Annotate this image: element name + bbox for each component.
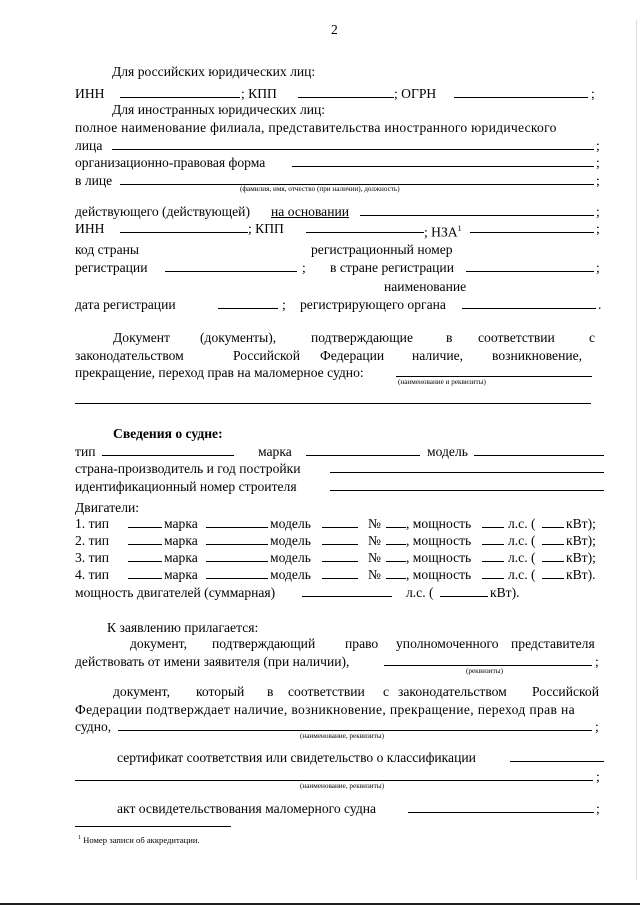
semi: ; <box>596 138 600 153</box>
engine-power-label: , мощность <box>406 550 472 565</box>
engines-heading: Двигатели: <box>75 500 140 515</box>
engine-brand-line[interactable] <box>206 578 268 579</box>
total-hp-label: л.с. ( <box>406 585 434 600</box>
total-power-line[interactable] <box>302 596 392 597</box>
total-power-label: мощность двигателей (суммарная) <box>75 585 276 600</box>
engine-num: 3. тип <box>75 550 110 565</box>
engine-model-line[interactable] <box>322 561 358 562</box>
item1-caption: (реквизиты) <box>466 667 503 675</box>
engine-brand-line[interactable] <box>206 527 268 528</box>
semi: ; <box>596 204 600 219</box>
semi: ; <box>596 769 600 784</box>
item2-line3: судно, <box>75 719 112 734</box>
item2-word-6: законодательством <box>398 684 507 699</box>
docs-caption: (наименование и реквизиты) <box>398 378 486 386</box>
item1-line[interactable] <box>384 665 592 666</box>
engine-kw-label: кВт); <box>566 550 596 565</box>
reg-org-label-2: регистрирующего органа <box>300 297 446 312</box>
item1-word-5: представителя <box>511 636 595 651</box>
person-caption: (фамилия, имя, отчество (при наличии), должность) <box>240 185 400 193</box>
item4-line[interactable] <box>408 812 594 813</box>
foreign-heading: Для иностранных юридических лиц: <box>112 102 326 117</box>
engine-brand-label: марка <box>164 567 198 582</box>
on-basis-label: на основании <box>271 204 350 219</box>
engine-kw-label: кВт); <box>566 533 596 548</box>
engine-power-line[interactable] <box>482 578 504 579</box>
semi: ; <box>595 719 599 734</box>
engine-kw-label: кВт); <box>566 516 596 531</box>
reg-date-line[interactable] <box>218 308 278 309</box>
engine-no-line[interactable] <box>386 561 406 562</box>
acting-label: действующего (действующей) <box>75 204 250 219</box>
ru-kpp-label: ; КПП <box>241 86 277 101</box>
engine-model-label: модель <box>270 533 311 548</box>
item2-caption: (наименование, реквизиты) <box>300 732 384 740</box>
docs-word-2: (документы), <box>200 330 277 345</box>
semi: ; <box>596 801 600 816</box>
nza-line[interactable] <box>470 232 594 233</box>
engine-model-line[interactable] <box>322 544 358 545</box>
engine-no-line[interactable] <box>386 578 406 579</box>
engine-type-line[interactable] <box>128 544 162 545</box>
semi: ; <box>595 654 599 669</box>
semi: ; <box>596 173 600 188</box>
docs-word-6: с <box>589 330 596 345</box>
foreign-kpp-line[interactable] <box>306 232 424 233</box>
total-kw-line[interactable] <box>440 596 488 597</box>
reg-org-label-1: наименование <box>384 279 467 294</box>
vessel-type-label: тип <box>75 444 96 459</box>
engine-type-line[interactable] <box>128 561 162 562</box>
ru-inn-label: ИНН <box>75 86 105 101</box>
foreign-inn-line[interactable] <box>120 232 248 233</box>
ru-end: ; <box>591 86 595 101</box>
docs-word-4: в <box>446 330 453 345</box>
item2-line[interactable] <box>118 730 592 731</box>
engine-power-line[interactable] <box>482 544 504 545</box>
docs-line3: прекращение, переход прав на маломерное судно: <box>75 365 364 380</box>
engine-num: 2. тип <box>75 533 110 548</box>
full-name-line[interactable] <box>112 149 594 150</box>
engine-type-line[interactable] <box>128 527 162 528</box>
engine-power-line[interactable] <box>482 527 504 528</box>
engine-power-label: , мощность <box>406 516 472 531</box>
total-kw-label: кВт). <box>490 585 520 600</box>
engine-kw-line[interactable] <box>542 544 564 545</box>
engine-hp-label: л.с. ( <box>508 533 536 548</box>
country-code-label-1: код страны <box>75 242 140 257</box>
item2-word-3: в <box>267 684 274 699</box>
ru-ogrn-label: ; ОГРН <box>394 86 437 101</box>
semi: ; <box>596 260 600 275</box>
footnote <box>78 833 200 846</box>
legal-form-label: организационно-правовая форма <box>75 155 266 170</box>
ru-kpp-line[interactable] <box>298 97 394 98</box>
nza-text: ; НЗА <box>424 224 458 240</box>
item2-word-2: который <box>196 684 245 699</box>
semi: ; <box>596 155 600 170</box>
vessel-model-line[interactable] <box>474 455 604 456</box>
in-person-label: в лице <box>75 173 113 188</box>
engine-brand-line[interactable] <box>206 561 268 562</box>
docs-line2-word-1: законодательством <box>75 348 184 363</box>
item2-word-7: Российской <box>532 684 599 699</box>
foreign-inn-label: ИНН <box>75 221 105 236</box>
semi: ; <box>596 221 600 236</box>
item2-word-1: документ, <box>113 684 170 699</box>
engine-model-line[interactable] <box>322 578 358 579</box>
item2-word-5: с <box>383 684 390 699</box>
item2-line2: Федерации подтверждает наличие, возникновение, прекращение, переход прав на <box>75 702 576 717</box>
foreign-kpp-label: ; КПП <box>248 221 284 236</box>
attachments-heading: К заявлению прилагается: <box>107 620 259 635</box>
reg-org-line[interactable] <box>462 308 596 309</box>
vessel-type-line[interactable] <box>102 455 234 456</box>
foreign-full-name-line1: полное наименование филиала, представительства иностранного юридического <box>75 120 557 135</box>
item1-word-2: подтверждающий <box>212 636 316 651</box>
scan-edge <box>636 20 637 880</box>
vessel-brand-label: марка <box>258 444 292 459</box>
ru-ogrn-line[interactable] <box>454 97 588 98</box>
engine-kw-line[interactable] <box>542 527 564 528</box>
engine-no-label: № <box>368 567 381 582</box>
item1-word-1: документ, <box>130 636 187 651</box>
item3-caption: (наименование, реквизиты) <box>300 782 384 790</box>
reg-number-label-1: регистрационный номер <box>311 242 453 257</box>
vessel-model-label: модель <box>427 444 468 459</box>
engine-power-label: , мощность <box>406 567 472 582</box>
engine-num: 4. тип <box>75 567 110 582</box>
item1-word-4: уполномоченного <box>396 636 499 651</box>
engine-brand-label: марка <box>164 516 198 531</box>
engine-no-label: № <box>368 516 381 531</box>
engine-type-line[interactable] <box>128 578 162 579</box>
docs-word-1: Документ <box>113 330 170 345</box>
page-number: 2 <box>331 22 338 37</box>
engine-hp-label: л.с. ( <box>508 550 536 565</box>
vessel-brand-line[interactable] <box>306 455 420 456</box>
item4-label: акт освидетельствования маломерного судна <box>117 801 377 816</box>
engine-no-label: № <box>368 533 381 548</box>
engine-hp-label: л.с. ( <box>508 516 536 531</box>
country-code-label-2: регистрации <box>75 260 148 275</box>
footnote-mark: 1 <box>78 835 81 841</box>
docs-line2-word-4: наличие, <box>412 348 464 363</box>
engine-model-label: модель <box>270 516 311 531</box>
engine-num: 1. тип <box>75 516 110 531</box>
docs-word-5: соответствии <box>478 330 555 345</box>
reg-date-label: дата регистрации <box>75 297 176 312</box>
engine-kw-line[interactable] <box>542 578 564 579</box>
engine-model-label: модель <box>270 550 311 565</box>
reg-number-label-2: в стране регистрации <box>330 260 454 275</box>
semi: ; <box>282 297 286 312</box>
engine-brand-label: марка <box>164 550 198 565</box>
item1-line2: действовать от имени заявителя (при наличии), <box>75 654 350 669</box>
docs-line2-word-3: Федерации <box>320 348 385 363</box>
engine-no-line[interactable] <box>386 527 406 528</box>
docs-line2-word-2: Российской <box>233 348 300 363</box>
country-year-line[interactable] <box>330 472 604 473</box>
item3-line-2[interactable] <box>75 780 593 781</box>
engine-power-line[interactable] <box>482 561 504 562</box>
vessel-heading: Сведения о судне: <box>113 426 223 441</box>
engine-model-label: модель <box>270 567 311 582</box>
dot: . <box>598 297 602 312</box>
item1-word-3: право <box>345 636 379 651</box>
engine-no-label: № <box>368 550 381 565</box>
engine-kw-line[interactable] <box>542 561 564 562</box>
builder-id-line[interactable] <box>330 490 604 491</box>
footnote-divider <box>75 826 231 827</box>
country-year-label: страна-производитель и год постройки <box>75 461 301 476</box>
foreign-full-name-line2: лица <box>75 138 103 153</box>
semi: ; <box>302 260 306 275</box>
engine-hp-label: л.с. ( <box>508 567 536 582</box>
on-basis-line[interactable] <box>360 215 594 216</box>
docs-word-3: подтверждающие <box>311 330 413 345</box>
item3-label: сертификат соответствия или свидетельство о классификации <box>117 750 476 765</box>
engine-kw-label: кВт). <box>566 567 596 582</box>
docs-line[interactable] <box>396 376 592 377</box>
builder-id-label: идентификационный номер строителя <box>75 479 297 494</box>
ru-heading: Для российских юридических лиц: <box>112 64 316 79</box>
nza-label <box>424 221 462 241</box>
engine-model-line[interactable] <box>322 527 358 528</box>
item2-word-4: соответствии <box>288 684 365 699</box>
ru-inn-line[interactable] <box>120 97 240 98</box>
reg-number-line[interactable] <box>466 271 594 272</box>
engine-no-line[interactable] <box>386 544 406 545</box>
docs-line2-word-5: возникновение, <box>492 348 583 363</box>
country-code-line[interactable] <box>165 271 297 272</box>
footnote-text: Номер записи об аккредитации. <box>83 834 200 845</box>
legal-form-line[interactable] <box>292 166 594 167</box>
engine-brand-line[interactable] <box>206 544 268 545</box>
engine-power-label: , мощность <box>406 533 472 548</box>
docs-line-2[interactable] <box>75 403 591 404</box>
nza-footnote-mark: 1 <box>457 224 462 233</box>
item3-line[interactable] <box>510 761 604 762</box>
engine-brand-label: марка <box>164 533 198 548</box>
